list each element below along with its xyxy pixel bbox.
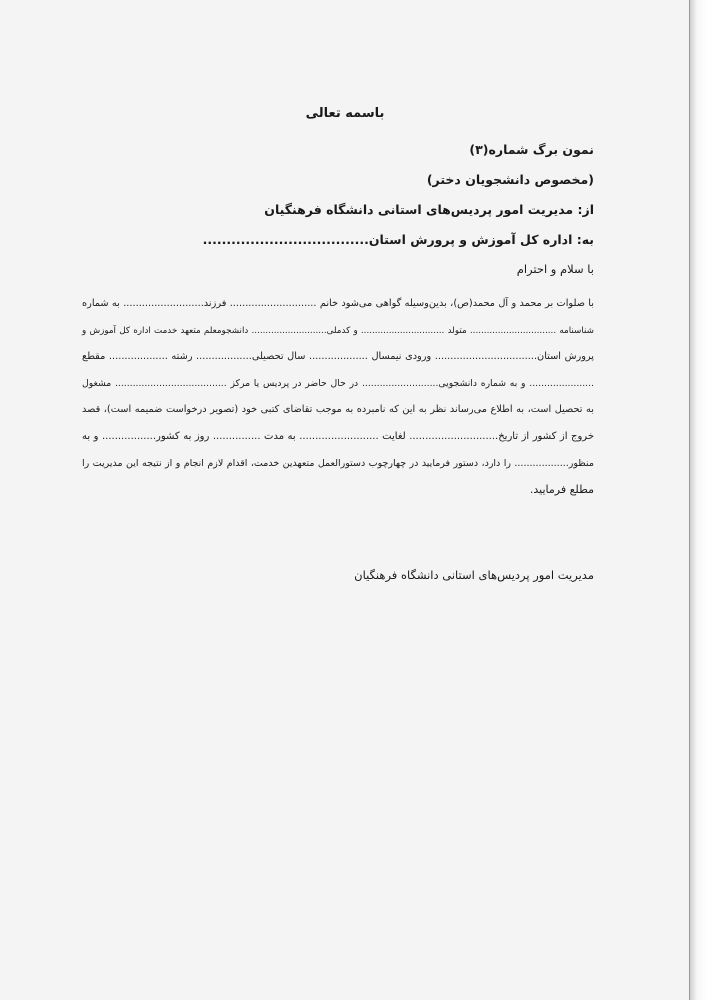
body-line: ...................... و به شماره دانشجویی.......................... در حال حاضر در پردیس یا مرکز ...................................... مشغول	[82, 377, 594, 389]
body-line: به تحصیل است، به اطلاع می‌رساند نظر به این که نامبرده به موجب تقاضای کتبی خود (تصویر درخواست ضمیمه است)، قصد	[82, 404, 594, 416]
body-line: مطلع فرمایید.	[529, 483, 594, 497]
page-edge-shadow	[690, 0, 708, 1000]
letter-body	[82, 291, 594, 504]
form-subtitle: (مخصوص دانشجویان دختر)	[426, 172, 594, 187]
to-line: به: اداره کل آموزش و پرورش استان...................................	[202, 232, 594, 247]
body-line: خروج از کشور از تاریخ............................ لغایت ......................... به مدت ............... روز به کشور................. و به	[82, 430, 594, 442]
signature: مدیریت امور پردیس‌های استانی دانشگاه فرهنگیان	[354, 568, 594, 582]
from-line: از: مدیریت امور پردیس‌های استانی دانشگاه فرهنگیان	[264, 202, 594, 217]
document-heading: باسمه تعالی	[305, 106, 385, 121]
body-line: منظور.................. را دارد، دستور فرمایید در چهارچوب دستورالعمل متعهدین خدمت، اقدام لازم انجام و از نتیجه این مدیریت را	[82, 457, 594, 469]
body-line: با صلوات بر محمد و آل محمد(ص)، بدین‌وسیله گواهی می‌شود خانم ............................ فرزند.......................... به شماره	[82, 298, 594, 309]
form-title: نمون برگ شماره(۳)	[469, 142, 594, 157]
body-line: شناسنامه ............................... متولد .............................. و کدملی........................... دانشجومعلم متعهد خدمت اداره کل آموزش و	[82, 325, 594, 336]
body-line: پرورش استان................................. ورودی نیمسال ................... سال تحصیلی.................. رشته ................... مقطع	[82, 351, 594, 363]
greeting: با سلام و احترام	[516, 262, 594, 276]
